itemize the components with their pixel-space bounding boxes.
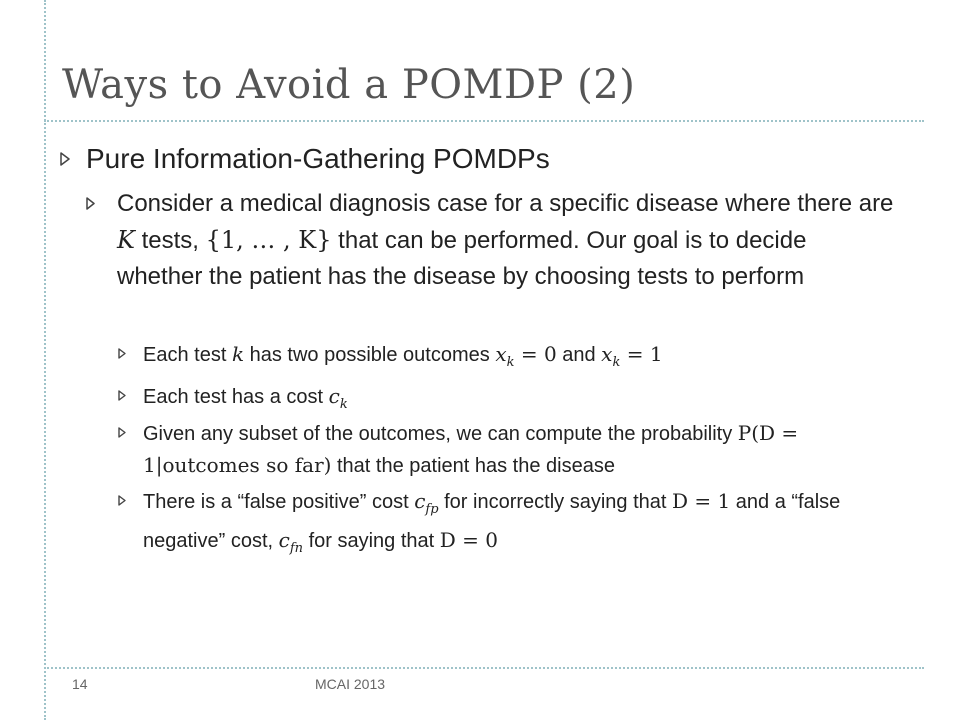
math-D-equals-1: D = 1 [672,489,731,513]
sub-bullet-text [143,418,903,482]
text-run: and a “false negative” cost, [143,491,841,552]
slide-title: Ways to Avoid a POMDP (2) [62,62,636,108]
footer-conference: MCAI 2013 [315,676,386,692]
bullet-level1-text: Pure Information-Gathering POMDPs [86,143,550,174]
triangle-bullet-icon [60,152,70,166]
text-run: has two possible outcomes [244,344,496,366]
math-K: K [117,226,135,254]
sub-bullet-text [143,339,903,378]
math-x: x [495,342,507,366]
text-run: that can be performed. Our goal is to decide whether the patient has the disease by choosing tests to perform [117,227,807,290]
text-run: and [556,344,602,366]
text-run: Consider a medical diagnosis case for a specific disease where there are [117,190,894,217]
triangle-bullet-icon [118,390,126,401]
math-probability: P(D = 1|outcomes so far) [143,421,799,477]
triangle-bullet-icon [86,197,95,210]
sub-bullet-cost [118,381,918,420]
text-run: Each test has a cost [143,386,329,408]
math-x: x [601,342,613,366]
math-subscript: fp [425,502,439,517]
triangle-bullet-icon [118,427,126,438]
math-c: c [414,489,426,513]
math-test-set: {1, … , K} [205,226,332,254]
sub-bullet-outcomes [118,339,918,378]
bullet-level2-text [117,186,897,295]
bullet-level1 [60,142,920,176]
sub-bullet-probability [118,418,918,482]
text-run: Each test [143,344,232,366]
math-subscript: k [506,355,515,370]
math-c: c [328,384,340,408]
math-k: k [231,342,245,366]
text-run: for incorrectly saying that [438,491,672,513]
title-divider-rule [44,120,924,122]
text-run: for saying that [303,530,440,552]
sub-bullet-false-costs [118,486,918,564]
text-run: that the patient has the disease [331,455,615,477]
math-subscript: k [612,355,621,370]
triangle-bullet-icon [118,495,126,506]
math-D-equals-0: D = 0 [439,528,498,552]
text-run: Given any subset of the outcomes, we can compute the probability [143,423,738,445]
math-equals-0: = 0 [514,342,557,366]
math-subscript: k [339,397,348,412]
triangle-bullet-icon [118,348,126,359]
text-run: There is a “false positive” cost [143,491,415,513]
text-run: tests, [134,227,206,254]
math-subscript: fn [289,541,304,556]
sub-bullet-text [143,381,903,420]
math-equals-1: = 1 [620,342,663,366]
sub-bullet-text [143,486,903,564]
math-c: c [278,528,290,552]
page-number: 14 [72,676,88,692]
footer-divider-rule [44,667,924,669]
bullet-level2 [86,186,916,295]
left-border-rule [44,0,46,720]
